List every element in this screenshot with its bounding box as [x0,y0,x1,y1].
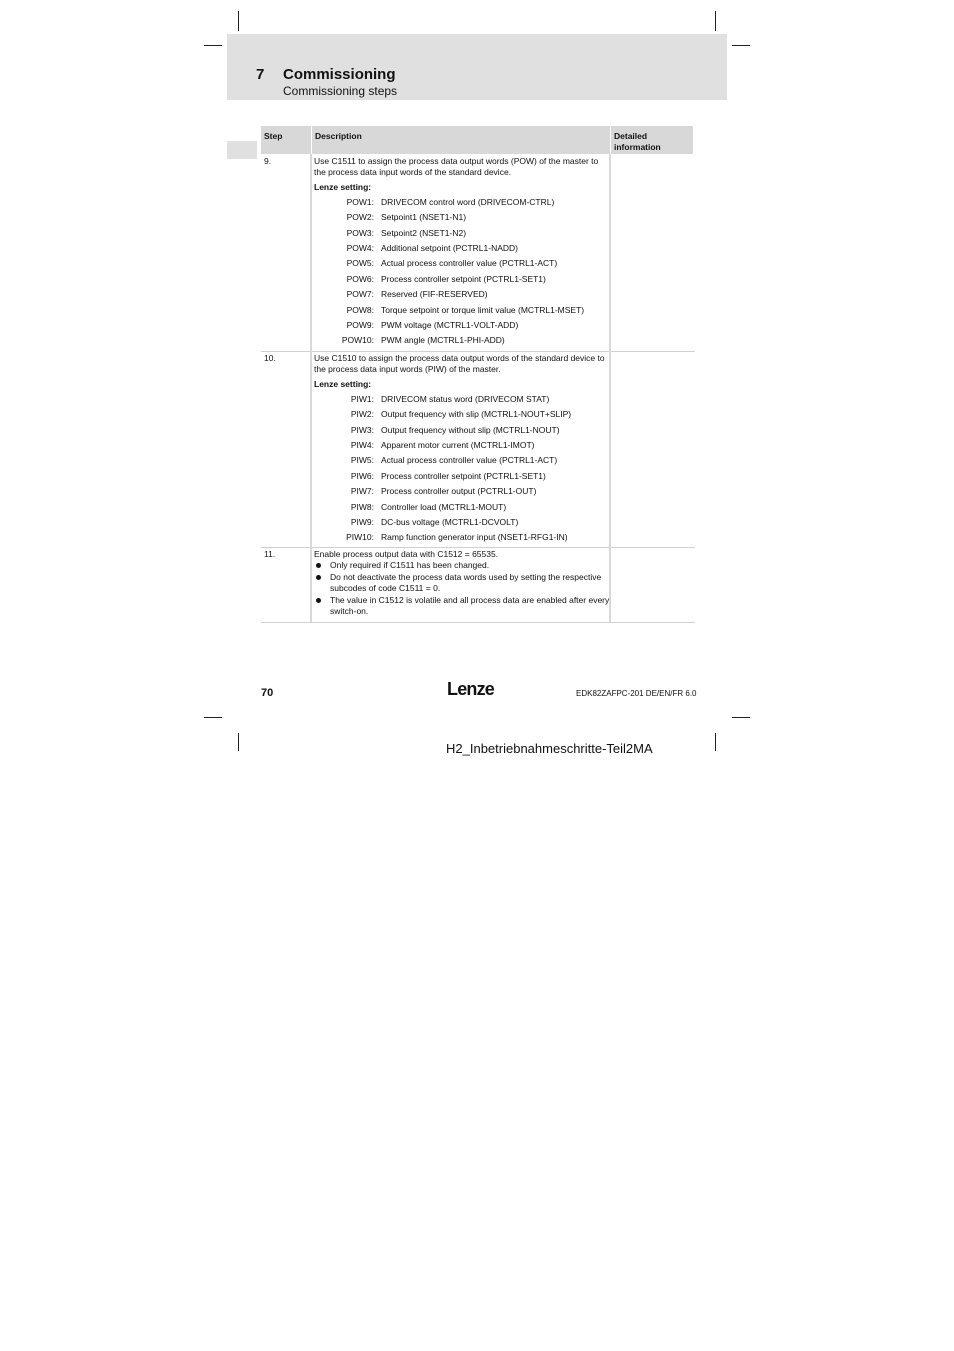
setting-key: PIW3: [350,424,374,435]
setting-value: Output frequency with slip (MCTRL1-NOUT+SLIP) [381,409,572,420]
step-number: 10. [264,353,276,363]
crop-mark [204,717,222,718]
bullet-item: The value in C1512 is volatile and all process data are enabled after every switch-on. [314,595,610,616]
step-description [314,353,610,548]
step-intro: Enable process output data with C1512 = 65535. [314,549,499,559]
setting-value: Actual process controller value (PCTRL1-ACT) [381,258,558,269]
document-reference: EDK82ZAFPC-201 DE/EN/FR 6.0 [576,689,697,698]
table-row [261,351,695,548]
step-intro: Use C1510 to assign the process data output words of the standard device to the process data input words (PIW) of the master. [314,353,605,374]
step-intro: Use C1511 to assign the process data output words (POW) of the master to the process data input words of the standard device. [314,156,599,177]
setting-item [314,517,610,532]
settings-list [314,197,610,351]
setting-item [314,289,610,304]
setting-value: Process controller setpoint (PCTRL1-SET1) [381,273,546,284]
setting-item [314,455,610,470]
setting-key: PIW7: [350,486,374,497]
table-header [261,126,695,154]
setting-item [314,197,610,212]
setting-item [314,440,610,455]
setting-value: PWM angle (MCTRL1-PHI-ADD) [381,335,505,346]
setting-key: PIW5: [350,455,374,466]
setting-item [314,335,610,350]
setting-value: Apparent motor current (MCTRL1-IMOT) [381,439,535,450]
setting-key: POW6: [346,273,374,284]
setting-key: POW4: [346,242,374,253]
setting-item [314,409,610,424]
setting-value: Output frequency without slip (MCTRL1-NOUT) [381,424,560,435]
setting-value: DC-bus voltage (MCTRL1-DCVOLT) [381,516,519,527]
crop-mark [204,45,222,46]
setting-item [314,425,610,440]
setting-value: Process controller setpoint (PCTRL1-SET1) [381,470,546,481]
chapter-number: 7 [256,66,265,83]
lenze-setting-label: Lenze setting: [314,182,372,193]
setting-key: POW2: [346,212,374,223]
column-divider [310,351,312,547]
setting-key: POW9: [346,319,374,330]
step-description [314,156,610,351]
setting-value: Setpoint1 (NSET1-N1) [381,212,467,223]
setting-item [314,243,610,258]
setting-key: POW8: [346,304,374,315]
setting-item [314,502,610,517]
setting-item [314,471,610,486]
setting-item [314,305,610,320]
step-number: 9. [264,156,272,166]
source-filename: H2_Inbetriebnahmeschritte-Teil2MA [446,741,653,756]
column-header-description: Description [312,126,610,154]
bullet-item: Only required if C1511 has been changed. [314,560,610,571]
setting-value: DRIVECOM control word (DRIVECOM-CTRL) [381,196,555,207]
table-row [261,154,695,352]
page-number: 70 [261,687,274,699]
column-header-detailed-information: Detailed information [611,126,693,154]
setting-key: POW7: [346,289,374,300]
setting-value: Setpoint2 (NSET1-N2) [381,227,467,238]
settings-list [314,394,610,548]
bullet-item: Do not deactivate the process data words used by setting the respective subcodes of code C1511 = 0. [314,572,610,593]
crop-mark [715,733,716,751]
setting-key: POW3: [346,227,374,238]
crop-mark [732,45,750,46]
setting-item [314,320,610,335]
column-divider [310,547,312,622]
setting-key: PIW9: [350,516,374,527]
setting-value: Reserved (FIF-RESERVED) [381,289,488,300]
setting-item [314,258,610,273]
step-description [314,549,610,617]
setting-key: PIW4: [350,439,374,450]
side-tab [227,141,257,159]
setting-item [314,212,610,227]
setting-value: Additional setpoint (PCTRL1-NADD) [381,242,518,253]
setting-value: PWM voltage (MCTRL1-VOLT-ADD) [381,319,519,330]
setting-item [314,394,610,409]
step-number: 11. [264,549,276,559]
setting-value: DRIVECOM status word (DRIVECOM STAT) [381,393,550,404]
crop-mark [238,11,239,31]
setting-value: Process controller output (PCTRL1-OUT) [381,486,537,497]
chapter-title: Commissioning [283,66,396,83]
lenze-logo: Lenze [447,679,495,699]
setting-key: POW10: [341,335,374,346]
setting-key: POW1: [346,196,374,207]
setting-item [314,228,610,243]
table-row [261,547,695,623]
setting-value: Torque setpoint or torque limit value (MCTRL1-MSET) [381,304,585,315]
setting-item [314,532,610,547]
setting-key: PIW8: [350,501,374,512]
lenze-setting-label: Lenze setting: [314,379,372,390]
setting-key: PIW10: [346,532,374,543]
crop-mark [715,11,716,31]
column-divider [310,154,312,351]
setting-key: PIW2: [350,409,374,420]
column-header-step: Step [261,126,311,154]
setting-key: PIW6: [350,470,374,481]
crop-mark [238,733,239,751]
setting-value: Ramp function generator input (NSET1-RFG1-IN) [381,532,568,543]
setting-key: POW5: [346,258,374,269]
setting-value: Controller load (MCTRL1-MOUT) [381,501,507,512]
chapter-subtitle: Commissioning steps [283,84,398,98]
crop-mark [732,717,750,718]
setting-key: PIW1: [350,393,374,404]
setting-value: Actual process controller value (PCTRL1-ACT) [381,455,558,466]
setting-item [314,274,610,289]
setting-item [314,486,610,501]
